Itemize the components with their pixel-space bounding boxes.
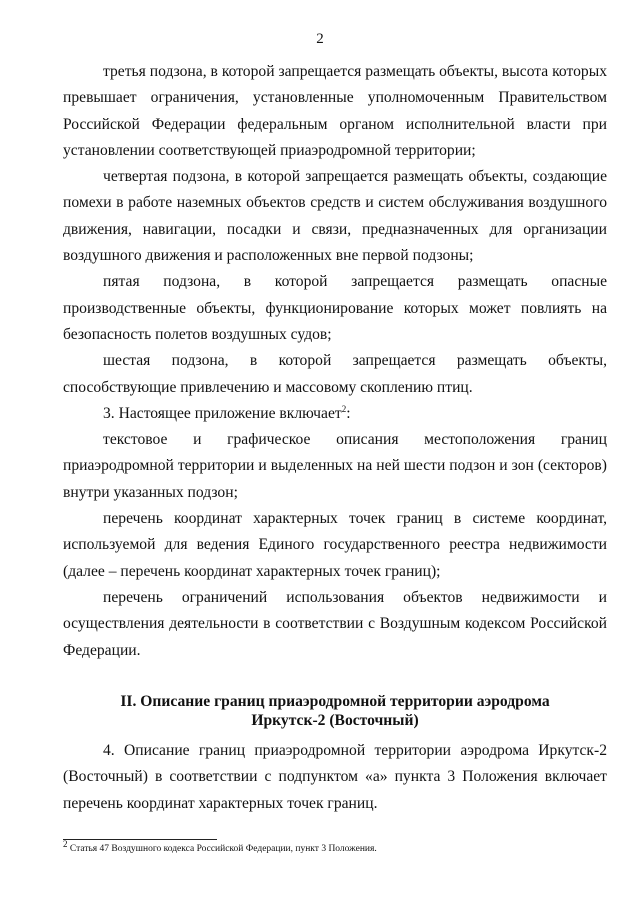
paragraph-subzone-3: третья подзона, в которой запрещается размещать объекты, высота которых превышает ограничения, установленные уполномоченным Правительством Российской Федерации федеральным органом исполнительной власти при установлении соответствующей приаэродромной территории;	[63, 63, 607, 159]
list-paragraph-descriptions: текстовое и графическое описания местоположения границ приаэродромной территории и выделенных на ней шести подзон и зон (секторов) внутри указанных подзон;	[63, 431, 607, 501]
footnote-divider	[63, 839, 217, 840]
section-heading-line-1: II. Описание границ приаэродромной территории аэродрома	[120, 693, 550, 710]
item-3-suffix: :	[346, 404, 351, 422]
paragraph-subzone-4: четвертая подзона, в которой запрещается размещать объекты, создающие помехи в работе наземных объектов средств и систем обслуживания воздушного движения, навигации, посадки и связи, предназначенных для организации воздушного движения и расположенных вне первой подзоны;	[63, 168, 607, 265]
footnote-reference: 2	[341, 403, 347, 414]
paragraph-item-3	[63, 401, 607, 427]
page-number: 2	[316, 31, 324, 47]
paragraph-subzone-6: шестая подзона, в которой запрещается размещать объекты, способствующие привлечению и массовому скоплению птиц.	[63, 352, 607, 396]
list-paragraph-restrictions: перечень ограничений использования объектов недвижимости и осуществления деятельности в соответствии с Воздушным кодексом Российской Федерации.	[63, 588, 607, 659]
footnote-text: Статья 47 Воздушного кодекса Российской Федерации, пункт 3 Положения.	[67, 844, 377, 854]
document-body	[63, 59, 607, 664]
item-3-text: 3. Настоящее приложение включает	[103, 404, 342, 422]
paragraph-item-4: 4. Описание границ приаэродромной территории аэродрома Иркутск-2 (Восточный) в соответствии с подпунктом «а» пункта 3 Положения включает перечень координат характерных точек границ.	[63, 742, 607, 812]
footnote-mark: 2	[63, 838, 68, 849]
paragraph-subzone-5: пятая подзона, в которой запрещается размещать опасные производственные объекты, функционирование которых может повлиять на безопасность полетов воздушных судов;	[63, 273, 607, 343]
footnote	[63, 838, 377, 856]
section-heading-line-2: Иркутск-2 (Восточный)	[251, 712, 419, 729]
list-paragraph-coordinates: перечень координат характерных точек границ в системе координат, используемой для ведения Единого государственного реестра недвижимости (далее – перечень координат характерных точек границ);	[63, 510, 607, 580]
section-body	[63, 738, 607, 817]
section-heading	[63, 692, 607, 730]
